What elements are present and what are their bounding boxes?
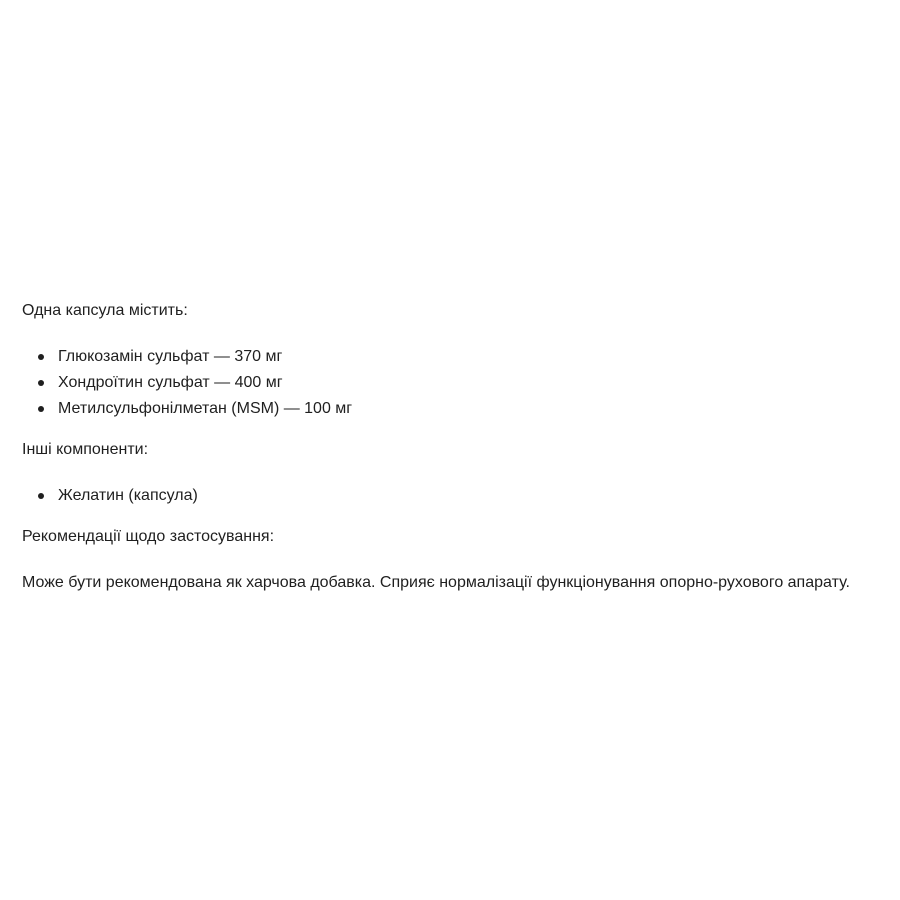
bullet-icon bbox=[38, 406, 44, 412]
product-description bbox=[22, 298, 892, 596]
recommendations-heading: Рекомендації щодо застосування: bbox=[22, 528, 275, 545]
list-item-text: Желатин (капсула) bbox=[58, 487, 198, 504]
bullet-icon bbox=[38, 493, 44, 499]
list-item bbox=[22, 344, 892, 370]
other-components-heading: Інші компоненти: bbox=[22, 441, 149, 458]
composition-heading: Одна капсула містить: bbox=[22, 302, 188, 319]
recommendations-text: Може бути рекомендована як харчова добавка. Сприяє нормалізації функціонування опорно-рухового апарату. bbox=[22, 574, 850, 591]
list-item bbox=[22, 483, 892, 509]
other-components-list bbox=[22, 483, 892, 509]
list-item-text: Метилсульфонілметан (MSM) — 100 мг bbox=[58, 400, 353, 417]
list-item bbox=[22, 396, 892, 422]
bullet-icon bbox=[38, 380, 44, 386]
list-item bbox=[22, 370, 892, 396]
composition-list bbox=[22, 344, 892, 422]
list-item-text: Хондроїтин сульфат — 400 мг bbox=[58, 374, 283, 391]
list-item-text: Глюкозамін сульфат — 370 мг bbox=[58, 348, 283, 365]
bullet-icon bbox=[38, 354, 44, 360]
